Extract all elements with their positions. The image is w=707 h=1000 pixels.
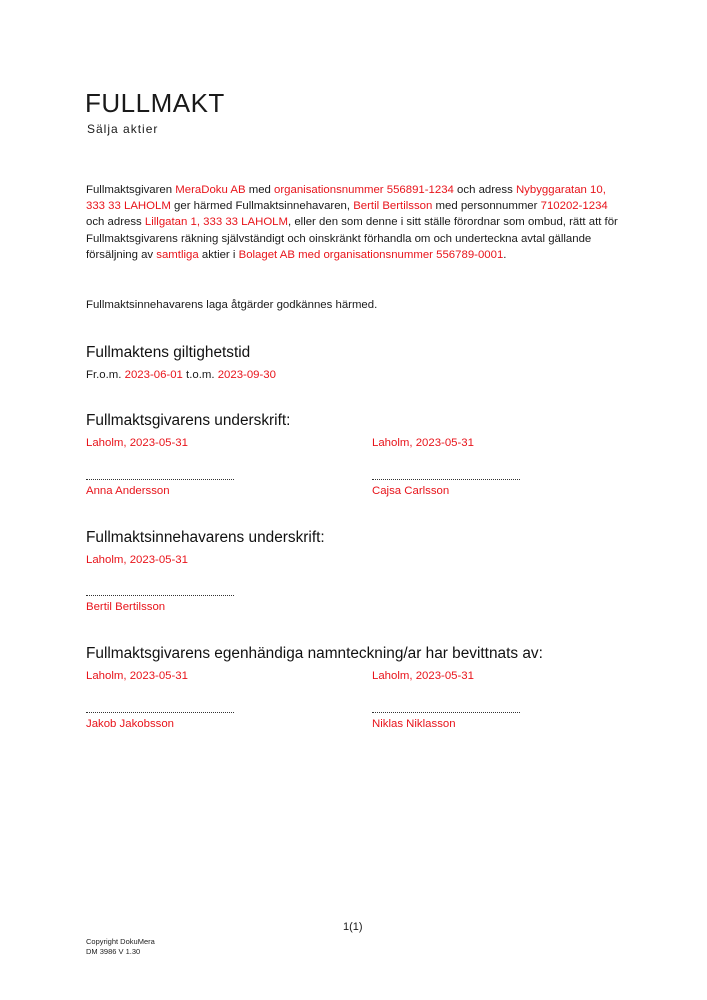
signature-line (372, 479, 520, 480)
para-text: och adress (86, 216, 145, 229)
signature-line (372, 712, 520, 713)
page-number: 1(1) (343, 921, 363, 933)
para-text: Fullmaktsgivaren (86, 184, 176, 196)
para-text: och adress (453, 184, 516, 196)
giver-name: MeraDoku AB (175, 184, 246, 196)
giver-org-number: organisationsnummer 556891-1234 (274, 184, 454, 196)
giver-left-name: Anna Andersson (86, 485, 170, 497)
giver-right-place-date: Laholm, 2023-05-31 (372, 437, 474, 449)
giver-right-name: Cajsa Carlsson (372, 485, 450, 497)
validity-heading: Fullmaktens giltighetstid (86, 344, 251, 361)
document-subtitle: Sälja aktier (87, 122, 159, 136)
approval-statement: Fullmaktsinnehavarens laga åtgärder godkännes härmed. (86, 299, 378, 311)
company: Bolaget AB med organisationsnummer 556789-0001 (238, 248, 504, 261)
from-label: Fr.o.m. (86, 369, 125, 381)
para-text: aktier i (198, 248, 239, 261)
witness-left-place-date: Laholm, 2023-05-31 (86, 670, 188, 682)
giver-left-place-date: Laholm, 2023-05-31 (86, 437, 188, 449)
signature-line (86, 712, 234, 713)
holder-address: Lillgatan 1, 333 33 LAHOLM (144, 216, 288, 229)
validity-period (86, 369, 276, 381)
witness-heading: Fullmaktsgivarens egenhändiga namnteckning/ar har bevittnats av: (86, 645, 543, 662)
giver-signature-heading: Fullmaktsgivarens underskrift: (86, 412, 291, 429)
witness-right-place-date: Laholm, 2023-05-31 (372, 670, 474, 682)
to-label: t.o.m. (182, 369, 218, 381)
holder-place-date: Laholm, 2023-05-31 (86, 554, 188, 566)
document-title: FULLMAKT (85, 88, 225, 118)
witness-left-name: Jakob Jakobsson (86, 718, 175, 730)
para-text: med (245, 184, 275, 196)
footer (86, 937, 155, 957)
valid-to-date: 2023-09-30 (217, 369, 276, 381)
para-text: med personnummer (432, 200, 541, 213)
giver-address: Nybyggaratan 10, 333 33 LAHOLM (86, 184, 606, 213)
holder-signature-heading: Fullmaktsinnehavarens underskrift: (86, 529, 325, 546)
scope: samtliga (156, 248, 199, 261)
valid-from-date: 2023-06-01 (124, 369, 183, 381)
holder-personal-number: 710202-1234 (540, 200, 608, 213)
holder-signer-name: Bertil Bertilsson (86, 601, 166, 613)
copyright-text: Copyright DokuMera (86, 937, 155, 946)
authorization-paragraph (86, 182, 626, 263)
signature-line (86, 479, 234, 480)
para-text: , eller den som denne i sitt ställe förordnar som ombud, rätt att för Fullmaktsgivarens räkning självständigt och oinskränkt förhandla om och underteckna avtal gällande försäljning av (86, 216, 618, 261)
holder-name: Bertil Bertilsson (353, 200, 433, 213)
para-text: . (503, 248, 507, 261)
version-text: DM 3986 V 1.30 (86, 947, 141, 956)
signature-line (86, 595, 234, 596)
witness-right-name: Niklas Niklasson (372, 718, 456, 730)
para-text: ger härmed Fullmaktsinnehavaren, (170, 200, 354, 213)
